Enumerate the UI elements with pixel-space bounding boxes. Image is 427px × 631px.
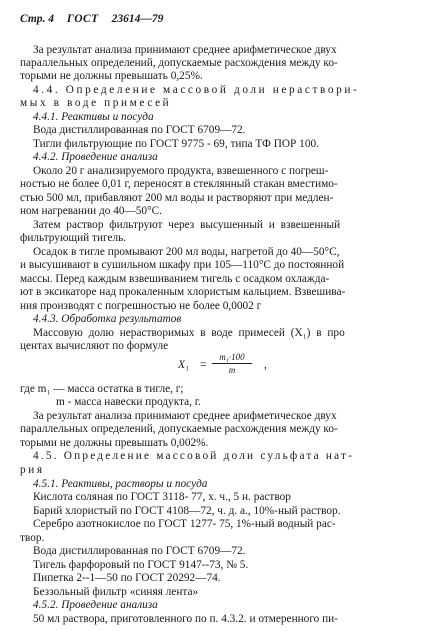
text-line: За результат анализа принимают среднее арифметическое двух [33,410,337,422]
section-heading: 4.5. Определение массовой доли сульфата нат- [33,450,355,462]
text-line: ния производят с погрешностью не более 0,0002 г [20,300,262,312]
text-line: Тигли фильтрующие по ГОСТ 9775 - 69, типа ТФ ПОР 100. [33,138,319,150]
text-line: твор. [20,532,45,544]
text-line: где m₁ — масса остатка в тигле, г; [20,383,184,395]
formula-denominator: m [228,365,236,375]
standard-number: 23614—79 [111,13,164,25]
section-heading: рия [20,464,45,476]
section-heading: мых в воде примесей [20,97,172,109]
subsection-heading: 4.5.2. Проведение анализа [33,599,158,611]
text-line: За результат анализа принимают среднее арифметическое двух [33,44,337,56]
text-line: Пипетка 2--1—50 по ГОСТ 20292—74. [33,572,221,584]
text-line: параллельных определений, допускаемые расхождения между ко- [20,423,338,435]
standard-label: ГОСТ [66,13,99,25]
text-line: Серебро азотнокислое по ГОСТ 1277- 75, 1%-ный водный рас- [33,518,336,530]
text-line: параллельных определений, допускаемые расхождения между ко- [20,57,338,69]
text-line: стью 500 мл, прибавляют 200 мл воды и растворяют при медлен- [20,192,334,204]
text-line: Осадок в тигле промывают 200 мл воды, нагретой до 40—50°С, [33,246,340,258]
text-line: m - масса навески продукта, г. [56,396,201,408]
text-line: Кислота соляная по ГОСТ 3118- 77, х. ч., 5 н. раствор [33,491,291,503]
page-header [20,13,163,25]
formula-fraction [212,352,252,375]
subsection-heading: 4.4.2. Проведение анализа [33,151,158,163]
section-heading: 4.4. Определение массовой доли нераствори- [33,84,360,96]
text-line: Около 20 г анализируемого продукта, взвешенного с погреш- [33,165,329,177]
text-line: фильтрующий тигель. [20,232,127,244]
formula-numerator: m₁·100 [212,352,252,364]
text-line: Барий хлористый по ГОСТ 4108—72, ч. д. а., 10%-ный раствор. [33,505,341,517]
text-line: Вода дистиллированная по ГОСТ 6709—72. [33,124,246,136]
text-line: ностью не более 0,01 г, переносят в стеклянный стакан вместимо- [20,178,338,190]
text-line: центах вычисляют по формуле [20,340,169,352]
text-line: Беззольный фильтр «синяя лента» [33,586,199,598]
text-line: массы. Перед каждым взвешиванием тигель с осадком охлаждa- [20,273,330,285]
text-line: ном нагревании до 40—50°С. [20,205,162,217]
subsection-heading: 4.5.1. Реактивы, растворы и посуда [33,478,208,490]
formula-comma: , [264,359,267,371]
text-line: Вода дистиллированная по ГОСТ 6709—72. [33,545,246,557]
subsection-heading: 4.4.1. Реактивы и посуда [33,111,154,123]
page-number: Стр. 4 [20,13,55,25]
subsection-heading: 4.4.3. Обработка результатов [33,313,182,325]
text-line: торыми не должны превышать 0,002%. [20,437,209,449]
text-line: Затем раствор фильтруют через высушенный и взвешенный [33,219,341,231]
text-line: ют в эксикаторе над прокаленным хлористым кальцием. Взвешива- [20,286,346,298]
text-line: 50 мл раствора, приготовленного по п. 4.3.2. и отмеренного пи- [33,613,338,625]
text-line: Тигель фарфоровый по ГОСТ 9147--73, № 5. [33,559,249,571]
text-line: и высушивают в сушильном шкафу при 105—110°С до постоянной [20,259,345,271]
text-line: торыми не должны превышать 0,25%. [20,70,203,82]
text-line: Массовую долю нерастворимых в воде примесей (X₁) в про [33,327,345,339]
formula-equals: = [200,359,207,371]
formula-lhs: X₁ [178,359,190,371]
